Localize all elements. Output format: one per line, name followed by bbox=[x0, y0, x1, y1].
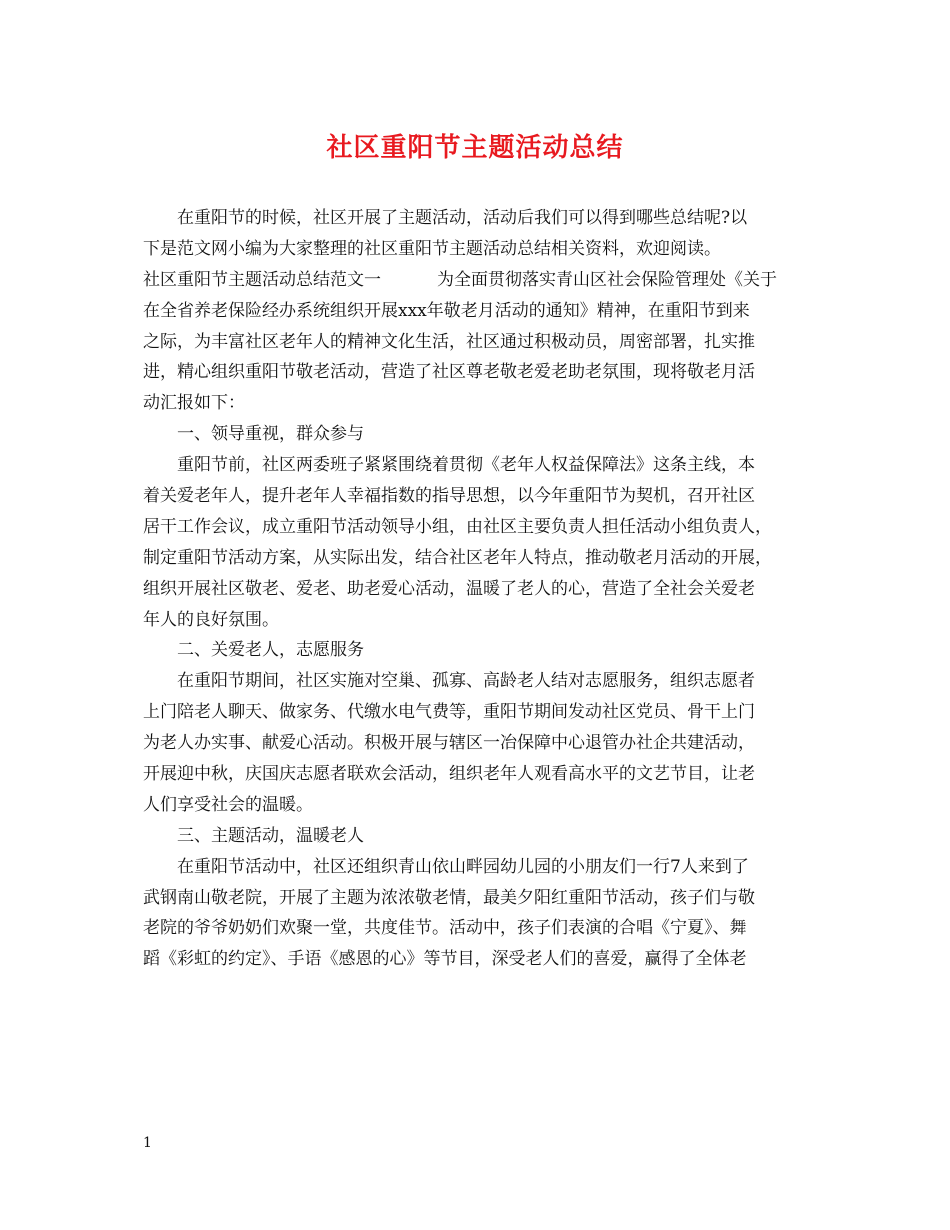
paragraph-line: 进，精心组织重阳节敬老活动，营造了社区尊老敬老爱老助老氛围，现将敬老月活 bbox=[143, 362, 755, 383]
paragraph-line: 在重阳节活动中，社区还组织青山依山畔园幼儿园的小朋友们一行7人来到了 bbox=[177, 856, 749, 877]
paragraph-line: 在重阳节的时候，社区开展了主题活动，活动后我们可以得到哪些总结呢?以 bbox=[177, 208, 748, 228]
paragraph-line: 动汇报如下： bbox=[143, 393, 245, 414]
paragraph-line: 人们享受社会的温暖。 bbox=[143, 794, 313, 815]
sample-heading: 社区重阳节主题活动总结范文一 bbox=[143, 269, 381, 290]
paragraph-line: 年人的良好氛围。 bbox=[143, 609, 279, 630]
paragraph-line: 制定重阳节活动方案，从实际出发，结合社区老年人特点，推动敬老月活动的开展， bbox=[143, 547, 772, 568]
paragraph-line: 下是范文网小编为大家整理的社区重阳节主题活动总结相关资料，欢迎阅读。 bbox=[143, 238, 721, 259]
paragraph-line: 开展迎中秋，庆国庆志愿者联欢会活动，组织老年人观看高水平的文艺节目，让老 bbox=[143, 764, 755, 785]
paragraph-line: 组织开展社区敬老、爱老、助老爱心活动，温暖了老人的心，营造了全社会关爱老 bbox=[143, 578, 755, 599]
section-heading: 二、关爱老人，志愿服务 bbox=[177, 640, 364, 661]
paragraph-line: 居干工作会议，成立重阳节活动领导小组，由社区主要负责人担任活动小组负责人， bbox=[143, 516, 772, 537]
document-body bbox=[143, 203, 823, 975]
page-number: 1 bbox=[143, 1135, 152, 1151]
section-heading: 三、主题活动，温暖老人 bbox=[177, 825, 364, 846]
paragraph-line: 蹈《彩虹的约定》、手语《感恩的心》等节目，深受老人们的喜爱，赢得了全体老 bbox=[143, 949, 747, 970]
document-title: 社区重阳节主题活动总结 bbox=[326, 133, 624, 163]
sample-intro: 为全面贯彻落实青山区社会保险管理处《关于 bbox=[437, 269, 777, 290]
section-heading: 一、领导重视，群众参与 bbox=[177, 424, 364, 445]
paragraph-line: 为老人办实事、献爱心活动。积极开展与辖区一冶保障中心退管办社企共建活动， bbox=[143, 733, 755, 754]
paragraph-line: 武钢南山敬老院，开展了主题为浓浓敬老情，最美夕阳红重阳节活动，孩子们与敬 bbox=[143, 887, 755, 908]
paragraph-line: 在全省养老保险经办系统组织开展xxx年敬老月活动的通知》精神，在重阳节到来 bbox=[143, 300, 750, 321]
paragraph-line: 之际，为丰富社区老年人的精神文化生活，社区通过积极动员，周密部署，扎实推 bbox=[143, 331, 755, 352]
paragraph-line: 上门陪老人聊天、做家务、代缴水电气费等，重阳节期间发动社区党员、骨干上门 bbox=[143, 702, 755, 723]
paragraph-line bbox=[143, 265, 823, 296]
paragraph-line: 老院的爷爷奶奶们欢聚一堂，共度佳节。活动中，孩子们表演的合唱《宁夏》、舞 bbox=[143, 918, 747, 939]
paragraph-line: 在重阳节期间，社区实施对空巢、孤寡、高龄老人结对志愿服务，组织志愿者 bbox=[177, 671, 755, 692]
paragraph-line: 着关爱老年人，提升老年人幸福指数的指导思想，以今年重阳节为契机，召开社区 bbox=[143, 486, 755, 507]
paragraph-line: 重阳节前，社区两委班子紧紧围绕着贯彻《老年人权益保障法》这条主线，本 bbox=[177, 455, 755, 476]
